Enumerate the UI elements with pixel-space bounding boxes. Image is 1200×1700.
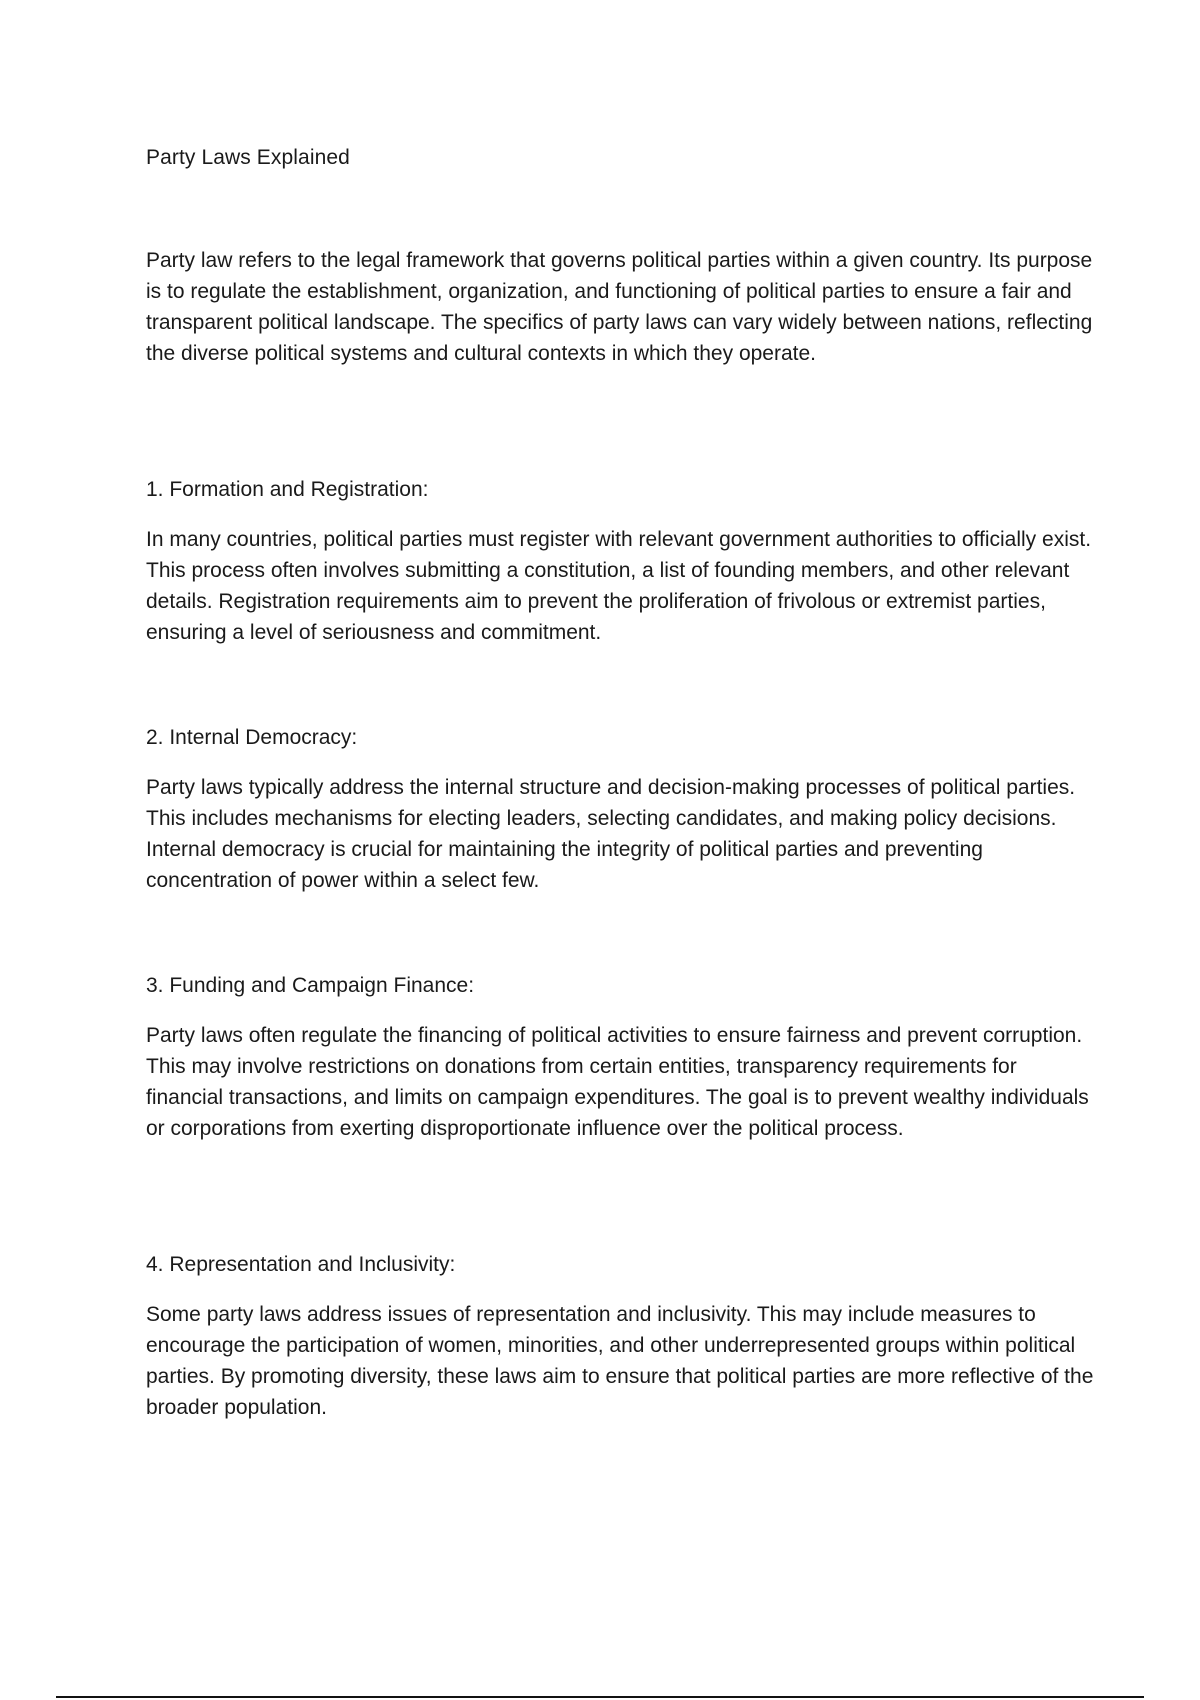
section-heading: 2. Internal Democracy: (146, 726, 358, 749)
document-title: Party Laws Explained (146, 146, 350, 169)
section-representation-inclusivity (146, 1249, 1096, 1423)
section-heading: 1. Formation and Registration: (146, 478, 429, 501)
section-body: In many countries, political parties must register with relevant government authorities to officially exist. This process often involves submitting a constitution, a list of founding members, and other relevant details. Registration requirements aim to prevent the proliferation of frivolous or extremist parties, ensuring a level of seriousness and commitment. (146, 528, 1092, 644)
section-body: Party laws often regulate the financing of political activities to ensure fairness and prevent corruption. This may involve restrictions on donations from certain entities, transparency requirements for financial transactions, and limits on campaign expenditures. The goal is to prevent wealthy individuals or corporations from exerting disproportionate influence over the political process. (146, 1024, 1089, 1140)
intro-paragraph: Party law refers to the legal framework that governs political parties within a given country. Its purpose is to regulate the establishment, organization, and functioning of political parties to ensure a fair and transparent political landscape. The specifics of party laws can vary widely between nations, reflecting the diverse political systems and cultural contexts in which they operate. (146, 249, 1093, 365)
page-bottom-divider (56, 1696, 1144, 1698)
section-heading: 3. Funding and Campaign Finance: (146, 974, 475, 997)
section-internal-democracy (146, 722, 1096, 896)
section-funding-campaign-finance (146, 970, 1096, 1144)
section-body: Some party laws address issues of representation and inclusivity. This may include measures to encourage the participation of women, minorities, and other underrepresented groups within political parties. By promoting diversity, these laws aim to ensure that political parties are more reflective of the broader population. (146, 1303, 1094, 1419)
section-heading: 4. Representation and Inclusivity: (146, 1253, 456, 1276)
section-body: Party laws typically address the internal structure and decision-making processes of political parties. This includes mechanisms for electing leaders, selecting candidates, and making policy decisions. Internal democracy is crucial for maintaining the integrity of political parties and preventing concentration of power within a select few. (146, 776, 1076, 892)
section-formation-registration (146, 474, 1096, 648)
